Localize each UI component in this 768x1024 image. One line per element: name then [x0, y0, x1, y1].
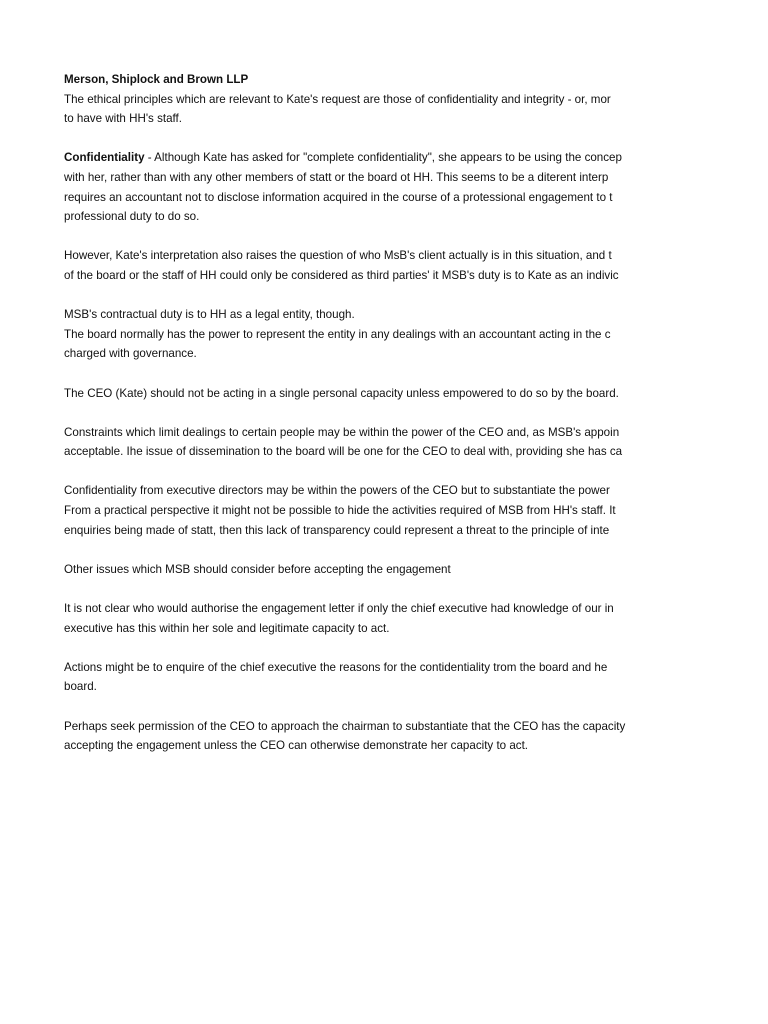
confidentiality-line-2: with her, rather than with any other members of statt or the board ot HH. This seems to be a diterent interp — [64, 170, 609, 184]
paragraph-gap — [64, 129, 672, 149]
document-heading: Merson, Shiplock and Brown LLP — [64, 73, 249, 86]
actions-line-2: board. — [64, 680, 97, 694]
paragraph-gap — [64, 462, 672, 482]
actions-line-1: Actions might be to enquire of the chief executive the reasons for the contidentiality trom the board and he — [64, 660, 608, 674]
confidentiality-line-1-rest: - Although Kate has asked for "complete confidentiality", she appears to be using the concep — [144, 151, 622, 165]
intro-line-2: to have with HH's staff. — [64, 112, 182, 126]
paragraph-gap — [64, 638, 672, 658]
contractual-line-2: The board normally has the power to represent the entity in any dealings with an accountant acting in the c — [64, 327, 611, 341]
ceo-line-1: The CEO (Kate) should not be acting in a single personal capacity unless empowered to do so by the board. — [64, 386, 619, 400]
executive-line-3: enquiries being made of statt, then this lack of transparency could represent a threat to the principle of inte — [64, 523, 610, 537]
executive-line-1: Confidentiality from executive directors may be within the powers of the CEO but to substantiate the power — [64, 484, 610, 498]
paragraph-gap — [64, 403, 672, 423]
confidentiality-line-4: professional duty to do so. — [64, 210, 200, 224]
document-page — [64, 70, 672, 770]
interpretation-line-2: of the board or the staff of HH could only be considered as third parties' it MSB's duty is to Kate as an indivic — [64, 268, 619, 282]
constraints-line-1: Constraints which limit dealings to certain people may be within the power of the CEO and, as MSB's appoin — [64, 425, 620, 439]
interpretation-line-1: However, Kate's interpretation also raises the question of who MsB's client actually is in this situation, and t — [64, 249, 612, 263]
confidentiality-line-1 — [64, 148, 672, 168]
authorise-line-1: It is not clear who would authorise the engagement letter if only the chief executive had knowledge of our in — [64, 602, 614, 616]
permission-line-2: accepting the engagement unless the CEO can otherwise demonstrate her capacity to act. — [64, 739, 529, 753]
paragraph-gap — [64, 540, 672, 560]
confidentiality-line-3: requires an accountant not to disclose information acquired in the course of a protessional engagement to t — [64, 190, 613, 204]
paragraph-gap — [64, 579, 672, 599]
constraints-line-2: acceptable. Ihe issue of dissemination to the board will be one for the CEO to deal with, providing she has ca — [64, 445, 623, 459]
intro-line-1: The ethical principles which are relevant to Kate's request are those of confidentiality and integrity - or, mor — [64, 92, 611, 106]
permission-line-1: Perhaps seek permission of the CEO to approach the chairman to substantiate that the CEO has the capacity — [64, 719, 626, 733]
executive-line-2: From a practical perspective it might not be possible to hide the activities required of MSB from HH's staff. It — [64, 504, 616, 518]
paragraph-gap — [64, 364, 672, 384]
paragraph-gap — [64, 286, 672, 306]
contractual-line-3: charged with governance. — [64, 347, 197, 361]
contractual-line-1: MSB's contractual duty is to HH as a legal entity, though. — [64, 308, 355, 322]
confidentiality-term: Confidentiality — [64, 151, 145, 165]
paragraph-gap — [64, 697, 672, 717]
other-issues-line-1: Other issues which MSB should consider before accepting the engagement — [64, 562, 451, 576]
authorise-line-2: executive has this within her sole and legitimate capacity to act. — [64, 621, 390, 635]
paragraph-gap — [64, 227, 672, 247]
